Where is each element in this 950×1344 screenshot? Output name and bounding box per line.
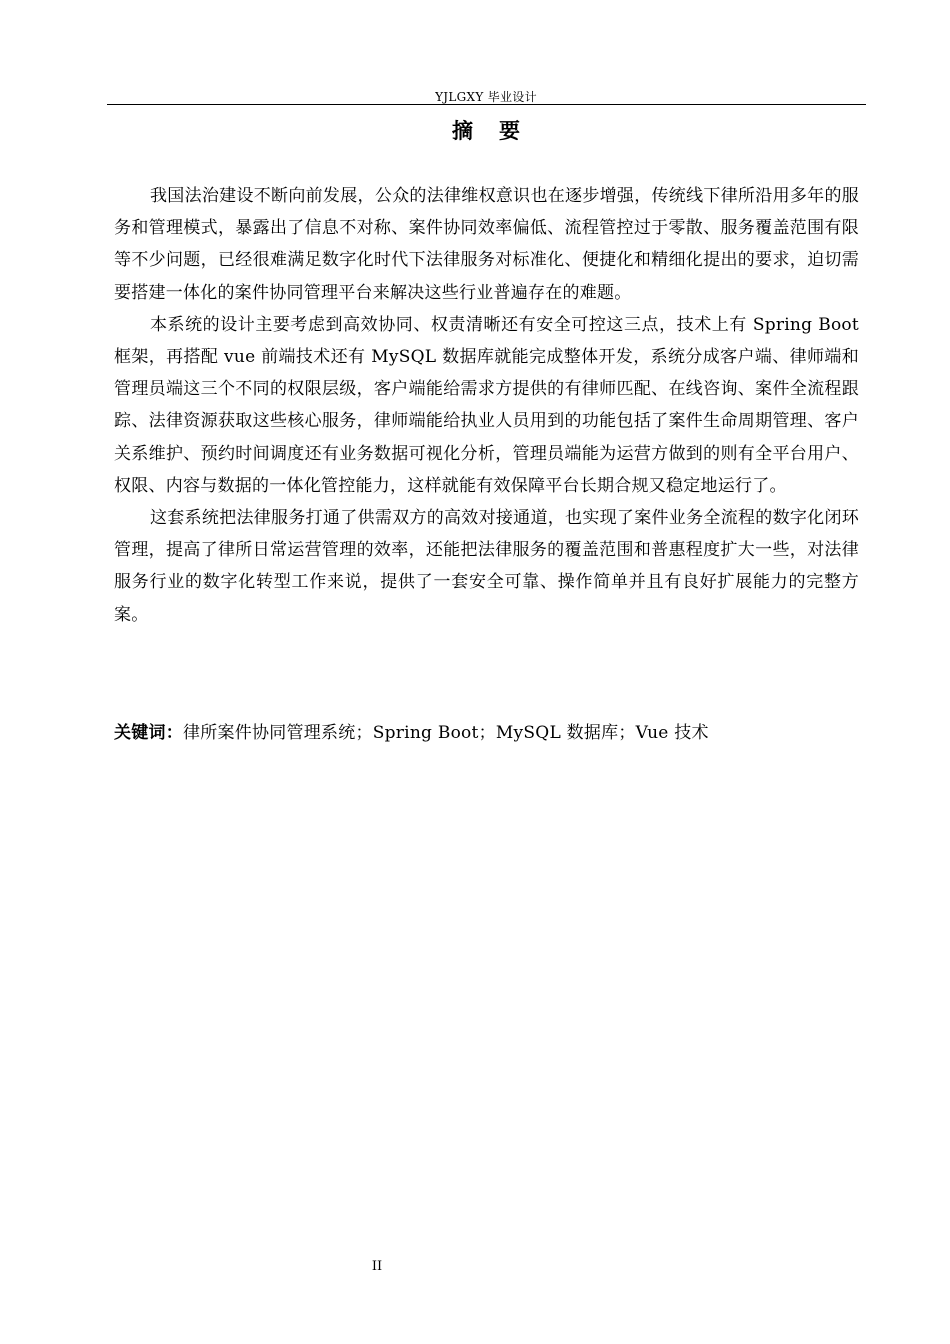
page-number: II: [371, 1259, 383, 1274]
abstract-paragraph-1: 我国法治建设不断向前发展，公众的法律维权意识也在逐步增强，传统线下律所沿用多年的服务和管理模式，暴露出了信息不对称、案件协同效率偏低、流程管控过于零散、服务覆盖范围有限等不少问题，已经很难满足数字化时代下法律服务对标准化、便捷化和精细化提出的要求，迫切需要搭建一体化的案件协同管理平台来解决这些行业普遍存在的难题。: [114, 186, 859, 303]
keywords-text: 律所案件协同管理系统；Spring Boot；MySQL 数据库；Vue 技术: [183, 723, 709, 743]
abstract-title: 摘要: [452, 119, 546, 143]
keywords-label: 关键词：: [114, 723, 183, 743]
abstract-body: [114, 180, 859, 631]
running-header: YJLGXY 毕业设计: [435, 90, 537, 104]
header-rule: [107, 104, 866, 105]
abstract-paragraph-3: 这套系统把法律服务打通了供需双方的高效对接通道，也实现了案件业务全流程的数字化闭环管理，提高了律所日常运营管理的效率，还能把法律服务的覆盖范围和普惠程度扩大一些，对法律服务行业的数字化转型工作来说，提供了一套安全可靠、操作简单并且有良好扩展能力的完整方案。: [114, 508, 859, 625]
keywords-line: [114, 718, 859, 748]
abstract-paragraph-2: 本系统的设计主要考虑到高效协同、权责清晰还有安全可控这三点，技术上有 Spring Boot 框架，再搭配 vue 前端技术还有 MySQL 数据库就能完成整体开发，系统分成客户端、律师端和管理员端这三个不同的权限层级，客户端能给需求方提供的有律师匹配、在线咨询、案件全流程跟踪、法律资源获取这些核心服务，律师端能给执业人员用到的功能包括了案件生命周期管理、客户关系维护、预约时间调度还有业务数据可视化分析，管理员端能为运营方做到的则有全平台用户、权限、内容与数据的一体化管控能力，这样就能有效保障平台长期合规又稳定地运行了。: [114, 314, 859, 496]
